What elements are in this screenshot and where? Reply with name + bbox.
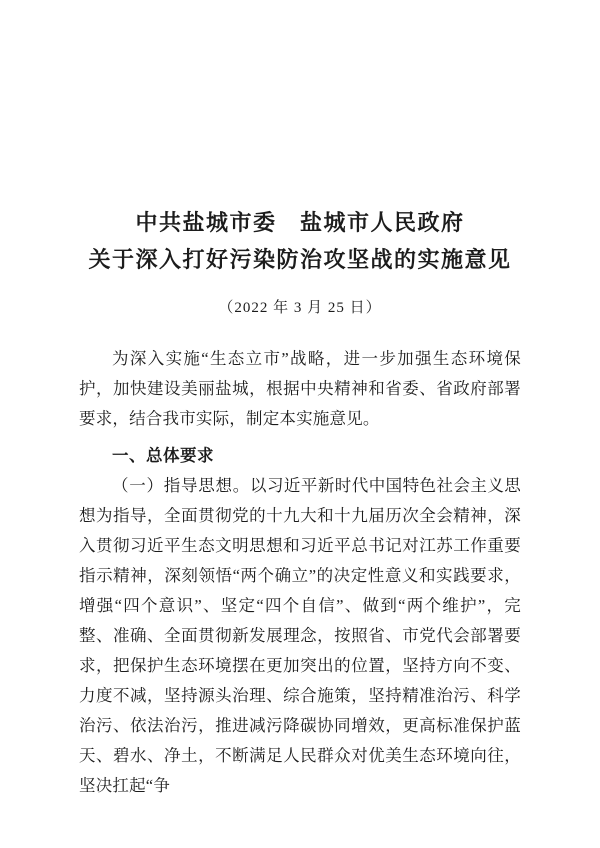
section-heading: 一、总体要求 [112, 447, 214, 465]
subsection-lead: （一）指导思想。 [112, 476, 251, 495]
intro-paragraph: 为深入实施“生态立市”战略，进一步加强生态环境保护，加快建设美丽盐城，根据中央精神和省委、省政府部署要求，结合我市实际，制定本实施意见。 [79, 349, 521, 428]
title-line-2: 关于深入打好污染防治攻坚战的实施意见 [88, 247, 512, 272]
subsection-text: 以习近平新时代中国特色社会主义思想为指导，全面贯彻党的十九大和十九届历次全会精神，深入贯彻习近平生态文明思想和习近平总书记对江苏工作重要指示精神，深刻领悟“两个确立”的决定性意义和实践要求，增强“四个意识”、坚定“四个自信”、做到“两个维护”，完整、准确、全面贯彻新发展理念，按照省、市党代会部署要求，把保护生态环境摆在更加突出的位置，坚持方向不变、力度不减，坚持源头治理、综合施策，坚持精准治污、科学治污、依法治污，推进减污降碳协同增效，更高标准保护蓝天、碧水、净土，不断满足人民群众对优美生态环境向往，坚决扛起“争 [79, 476, 522, 795]
title-line-1: 中共盐城市委 盐城市人民政府 [135, 210, 465, 235]
subsection-paragraph [79, 471, 521, 801]
document-date: （2022 年 3 月 25 日） [218, 300, 382, 316]
document-title [79, 204, 521, 278]
